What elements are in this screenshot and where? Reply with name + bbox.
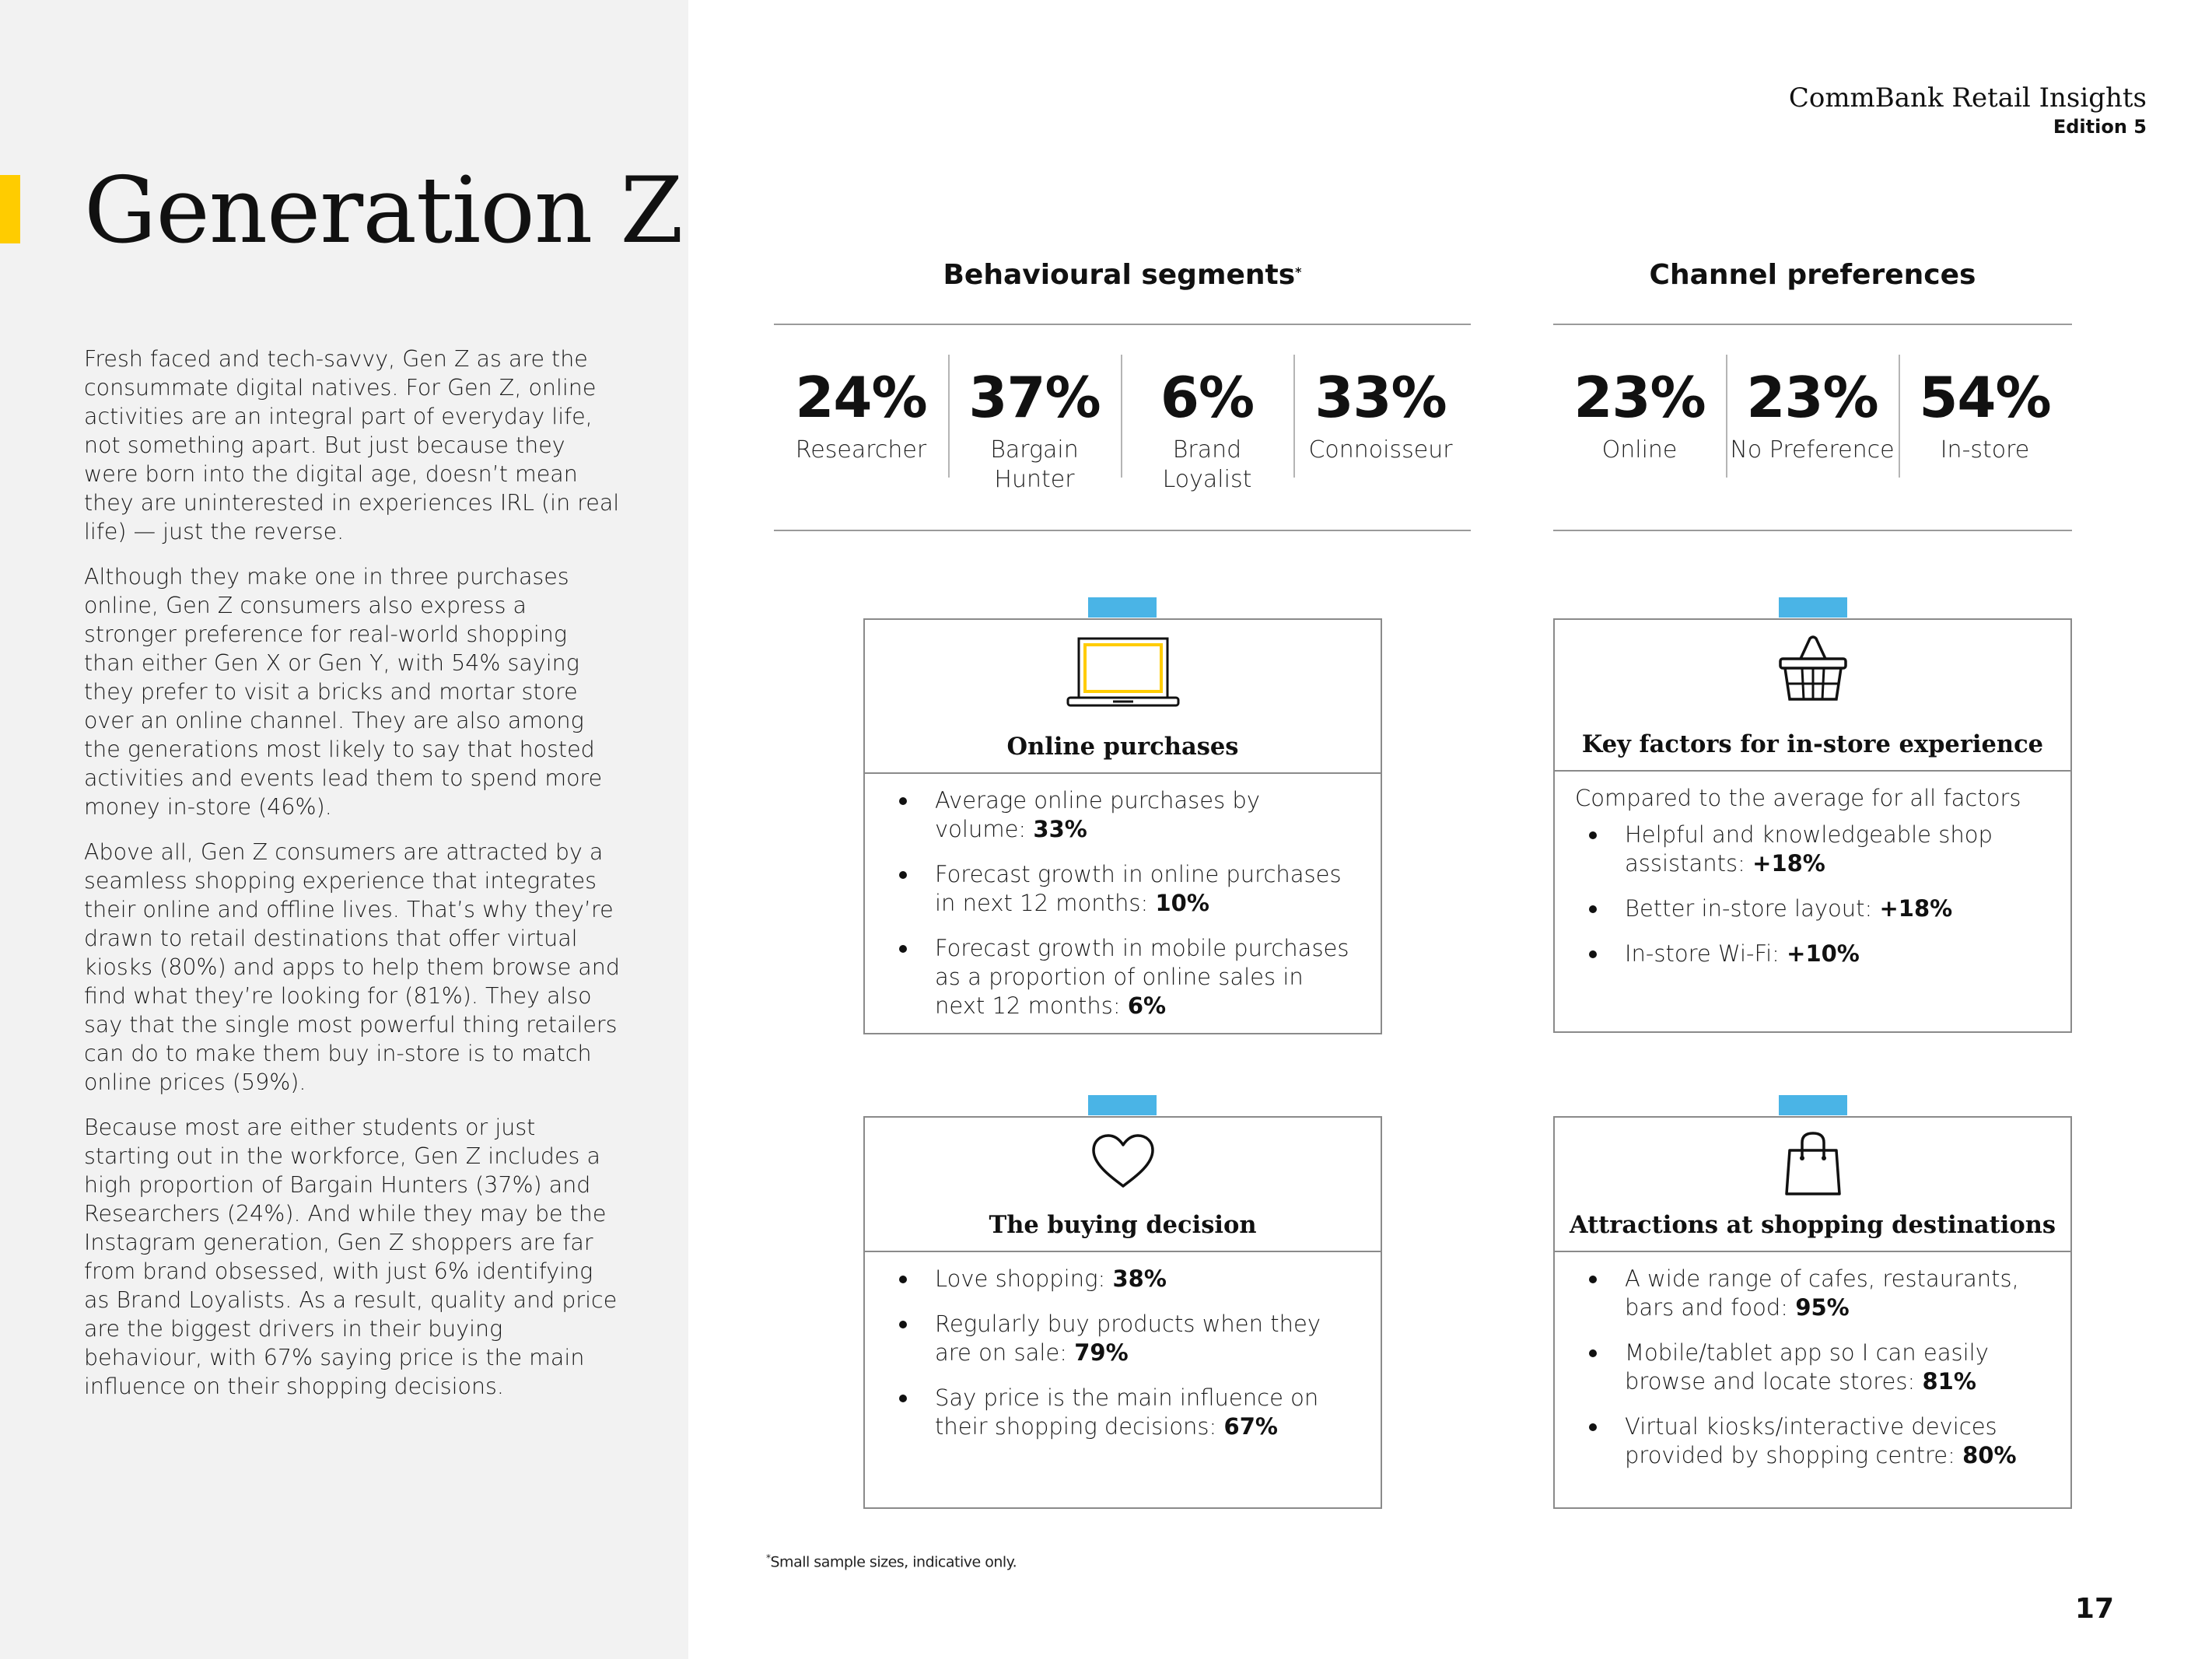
- item-value: 80%: [1962, 1442, 2017, 1468]
- list-item: [1586, 894, 2047, 923]
- item-value: 67%: [1223, 1413, 1278, 1440]
- card-body: [865, 774, 1381, 1020]
- stat-connoisseur: [1293, 355, 1468, 495]
- item-value: 10%: [1155, 890, 1209, 916]
- footnote-text: Small sample sizes, indicative only.: [770, 1553, 1017, 1571]
- shopping-bag-icon: [1783, 1130, 1843, 1197]
- stat-brand-loyalist: [1121, 355, 1293, 495]
- buying-decision-card: [863, 1116, 1382, 1509]
- divider: [1553, 324, 2072, 325]
- item-value: 79%: [1074, 1339, 1129, 1366]
- intro-paragraph: Because most are either students or just starting out in the workforce, Gen Z includes a high proportion of Bargain Hunters (37%) and Researchers (24%). And while they may be the Instagram generation, Gen Z shoppers are far from brand obsessed, with just 6% identifying as Brand Loyalists. As a result, quality and price are the biggest drivers in their buying behaviour, with 67% saying price is the main influence on their shopping decisions.: [84, 1115, 618, 1399]
- intro-paragraph: Fresh faced and tech-savvy, Gen Z as are the consummate digital natives. For Gen Z, online activities are an integral part of everyday life, not something apart. But just because they were born into the digital age, doesn’t mean they are uninterested in experiences IRL (in real life) — just the reverse.: [84, 346, 620, 544]
- footnote-mark: *: [766, 1552, 771, 1563]
- basket-icon: [1777, 634, 1849, 702]
- card-title: Online purchases: [1006, 733, 1239, 761]
- item-text: Better in-store layout:: [1625, 895, 1880, 922]
- intro-paragraph: Above all, Gen Z consumers are attracted by a seamless shopping experience that integrates their online and offline lives. That’s why they’re drawn to retail destinations that offer virtual kiosks (80%) and apps to help them browse and find what they’re looking for (81%). They also say that the single most powerful thing retailers can do to make them buy in-store is to match online prices (59%).: [84, 839, 620, 1095]
- list-item: [1586, 1339, 2047, 1396]
- stat-label: In-store: [1940, 436, 2030, 464]
- item-text: A wide range of cafes, restaurants, bars and food:: [1625, 1265, 2019, 1321]
- stat-value: 37%: [968, 365, 1101, 430]
- divider: [1553, 530, 2072, 531]
- instore-experience-card: [1553, 618, 2072, 1033]
- list-item: [1586, 1412, 2047, 1470]
- card-tab: [1779, 1095, 1847, 1115]
- stat-researcher: [774, 355, 948, 495]
- item-value: 33%: [1033, 816, 1087, 842]
- item-text: Forecast growth in mobile purchases as a proportion of online sales in next 12 months:: [935, 935, 1349, 1019]
- heading-footnote-mark: *: [1295, 264, 1302, 279]
- card-header: [1555, 620, 2070, 772]
- heart-icon: [1090, 1133, 1156, 1189]
- stat-no-preference: [1726, 355, 1899, 465]
- page-number: 17: [2074, 1593, 2114, 1625]
- list-item: [896, 786, 1357, 844]
- list-item: [896, 1310, 1357, 1367]
- behavioural-segments-heading-text: Behavioural segments: [943, 259, 1296, 291]
- stat-value: 24%: [795, 365, 927, 430]
- item-value: 38%: [1112, 1265, 1167, 1292]
- list-item: [1586, 940, 2047, 968]
- page-title: Generation Z: [84, 157, 683, 264]
- item-value: 81%: [1922, 1368, 1976, 1395]
- stat-label: Researcher: [795, 436, 927, 464]
- card-tab: [1779, 597, 1847, 618]
- divider: [774, 324, 1471, 325]
- behavioural-segments-stats: [774, 355, 1468, 495]
- footnote: [766, 1552, 1017, 1570]
- stat-label: Online: [1601, 436, 1678, 464]
- card-intro: Compared to the average for all factors: [1575, 785, 2021, 811]
- stat-value: 33%: [1314, 365, 1447, 430]
- stat-label: No Preference: [1730, 436, 1895, 464]
- card-header: [865, 620, 1381, 774]
- stat-label: Brand Loyalist: [1162, 436, 1252, 493]
- stat-value: 23%: [1746, 365, 1878, 430]
- online-purchases-card: [863, 618, 1382, 1034]
- divider: [774, 530, 1471, 531]
- list-item: [896, 1384, 1357, 1441]
- stat-value: 6%: [1160, 365, 1255, 430]
- stat-value: 23%: [1573, 365, 1706, 430]
- item-text: Forecast growth in online purchases in next 12 months:: [935, 861, 1342, 916]
- behavioural-segments-heading: [774, 258, 1471, 292]
- card-body: [865, 1252, 1381, 1441]
- brand-header: [1789, 81, 2147, 138]
- stat-online: [1553, 355, 1726, 465]
- intro-paragraph: Although they make one in three purchases online, Gen Z consumers also express a stronger preference for real-world shopping than either Gen X or Gen Y, with 54% saying they prefer to visit a bricks and mortar store over an online channel. They are also among the generations most likely to say that hosted activities and events lead them to spend more money in-store (46%).: [84, 564, 603, 820]
- card-body: [1555, 1252, 2070, 1470]
- brand-name: CommBank Retail Insights: [1788, 82, 2147, 114]
- item-text: Average online purchases by volume:: [935, 787, 1260, 842]
- attractions-card: [1553, 1116, 2072, 1509]
- card-header: [865, 1118, 1381, 1252]
- list-item: [1586, 821, 2047, 878]
- laptop-icon: [1066, 635, 1180, 710]
- stat-in-store: [1899, 355, 2071, 465]
- stat-label: Bargain Hunter: [990, 436, 1079, 493]
- item-value: 6%: [1127, 992, 1167, 1019]
- card-title: The buying decision: [989, 1211, 1257, 1239]
- intro-text: [84, 345, 621, 1417]
- item-text: In-store Wi-Fi:: [1625, 940, 1787, 967]
- item-text: Love shopping:: [935, 1265, 1113, 1292]
- edition-label: Edition 5: [2053, 116, 2147, 138]
- list-item: [896, 934, 1357, 1020]
- stat-value: 54%: [1919, 365, 2051, 430]
- card-header: [1555, 1118, 2070, 1252]
- channel-preferences-heading: Channel preferences: [1649, 259, 1976, 291]
- item-value: +18%: [1752, 850, 1825, 877]
- card-body: [1555, 772, 2070, 968]
- card-title: Attractions at shopping destinations: [1569, 1211, 2056, 1239]
- item-text: Regularly buy products when they are on sale:: [935, 1311, 1321, 1366]
- stat-bargain-hunter: [948, 355, 1121, 495]
- item-value: 95%: [1795, 1294, 1850, 1321]
- list-item: [1586, 1265, 2047, 1322]
- card-tab: [1088, 1095, 1157, 1115]
- list-item: [896, 1265, 1357, 1293]
- item-value: +10%: [1787, 940, 1860, 967]
- channel-preferences-stats: [1553, 355, 2071, 465]
- accent-bar: [0, 175, 20, 243]
- card-tab: [1088, 597, 1157, 618]
- card-title: Key factors for in-store experience: [1581, 730, 2044, 758]
- stat-label: Connoisseur: [1308, 436, 1453, 464]
- sidebar-panel: [0, 0, 688, 1659]
- item-text: Virtual kiosks/interactive devices provided by shopping centre:: [1625, 1413, 1997, 1468]
- item-text: Helpful and knowledgeable shop assistants:: [1625, 821, 1993, 877]
- list-item: [896, 860, 1357, 918]
- item-text: Say price is the main influence on their shopping decisions:: [935, 1384, 1319, 1440]
- item-text: Mobile/tablet app so I can easily browse and locate stores:: [1625, 1339, 1989, 1395]
- item-value: +18%: [1879, 895, 1953, 922]
